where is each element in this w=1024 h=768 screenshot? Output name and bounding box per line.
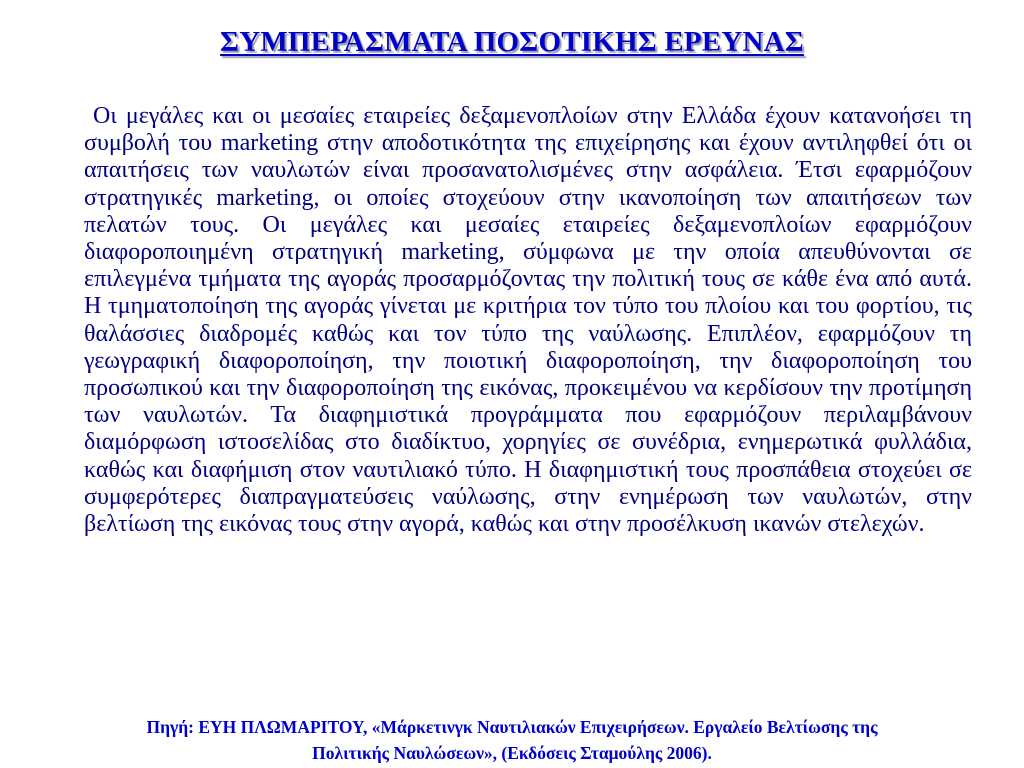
source-citation-line-1: Πηγή: ΕΥΗ ΠΛΩΜΑΡΙΤΟΥ, «Μάρκετινγκ Ναυτιλιακών Επιχειρήσεων. Εργαλείο Βελτίωσης της bbox=[146, 717, 878, 737]
slide-body-paragraph: Οι μεγάλες και οι μεσαίες εταιρείες δεξαμενοπλοίων στην Ελλάδα έχουν κατανοήσει τη συμβολή του marketing στην αποδοτικότητα της επιχείρησης και έχουν αντιληφθεί ότι οι απαιτήσεις των ναυλωτών είναι προσανατολισμένες στην ασφάλεια. Έτσι εφαρμόζουν στρατηγικές marketing, οι οποίες στοχεύουν στην ικανοποίηση των απαιτήσεων των πελατών τους. Οι μεγάλες και μεσαίες εταιρείες δεξαμενοπλοίων εφαρμόζουν διαφοροποιημένη στρατηγική marketing, σύμφωνα με την οποία απευθύνονται σε επιλεγμένα τμήματα της αγοράς προσαρμόζοντας την πολιτική τους σε κάθε ένα από αυτά. Η τμηματοποίηση της αγοράς γίνεται με κριτήρια τον τύπο του πλοίου και του φορτίου, τις θαλάσσιες διαδρομές καθώς και τον τύπο της ναύλωσης. Επιπλέον, εφαρμόζουν τη γεωγραφική διαφοροποίηση, την ποιοτική διαφοροποίηση, την διαφοροποίηση του προσωπικού και την διαφοροποίηση της εικόνας, προκειμένου να κερδίσουν την προτίμηση των ναυλωτών. Τα διαφημιστικά προγράμματα που εφαρμόζουν περιλαμβάνουν διαμόρφωση ιστοσελίδας στο διαδίκτυο, χορηγίες σε συνέδρια, ενημερωτικά φυλλάδια, καθώς και διαφήμιση στον ναυτιλιακό τύπο. Η διαφημιστική τους προσπάθεια στοχεύει σε συμφερότερες διαπραγματεύσεις ναύλωσης, στην ενημέρωση των ναυλωτών, στην βελτίωση της εικόνας τους στην αγορά, καθώς και στην προσέλκυση ικανών στελεχών. bbox=[84, 103, 972, 538]
source-citation-line-2: Πολιτικής Ναυλώσεων», (Εκδόσεις Σταμούλης 2006). bbox=[312, 743, 712, 763]
source-citation bbox=[60, 714, 964, 766]
slide-title: ΣΥΜΠΕΡΑΣΜΑΤΑ ΠΟΣΟΤΙΚΗΣ ΕΡΕΥΝΑΣ bbox=[220, 26, 804, 58]
